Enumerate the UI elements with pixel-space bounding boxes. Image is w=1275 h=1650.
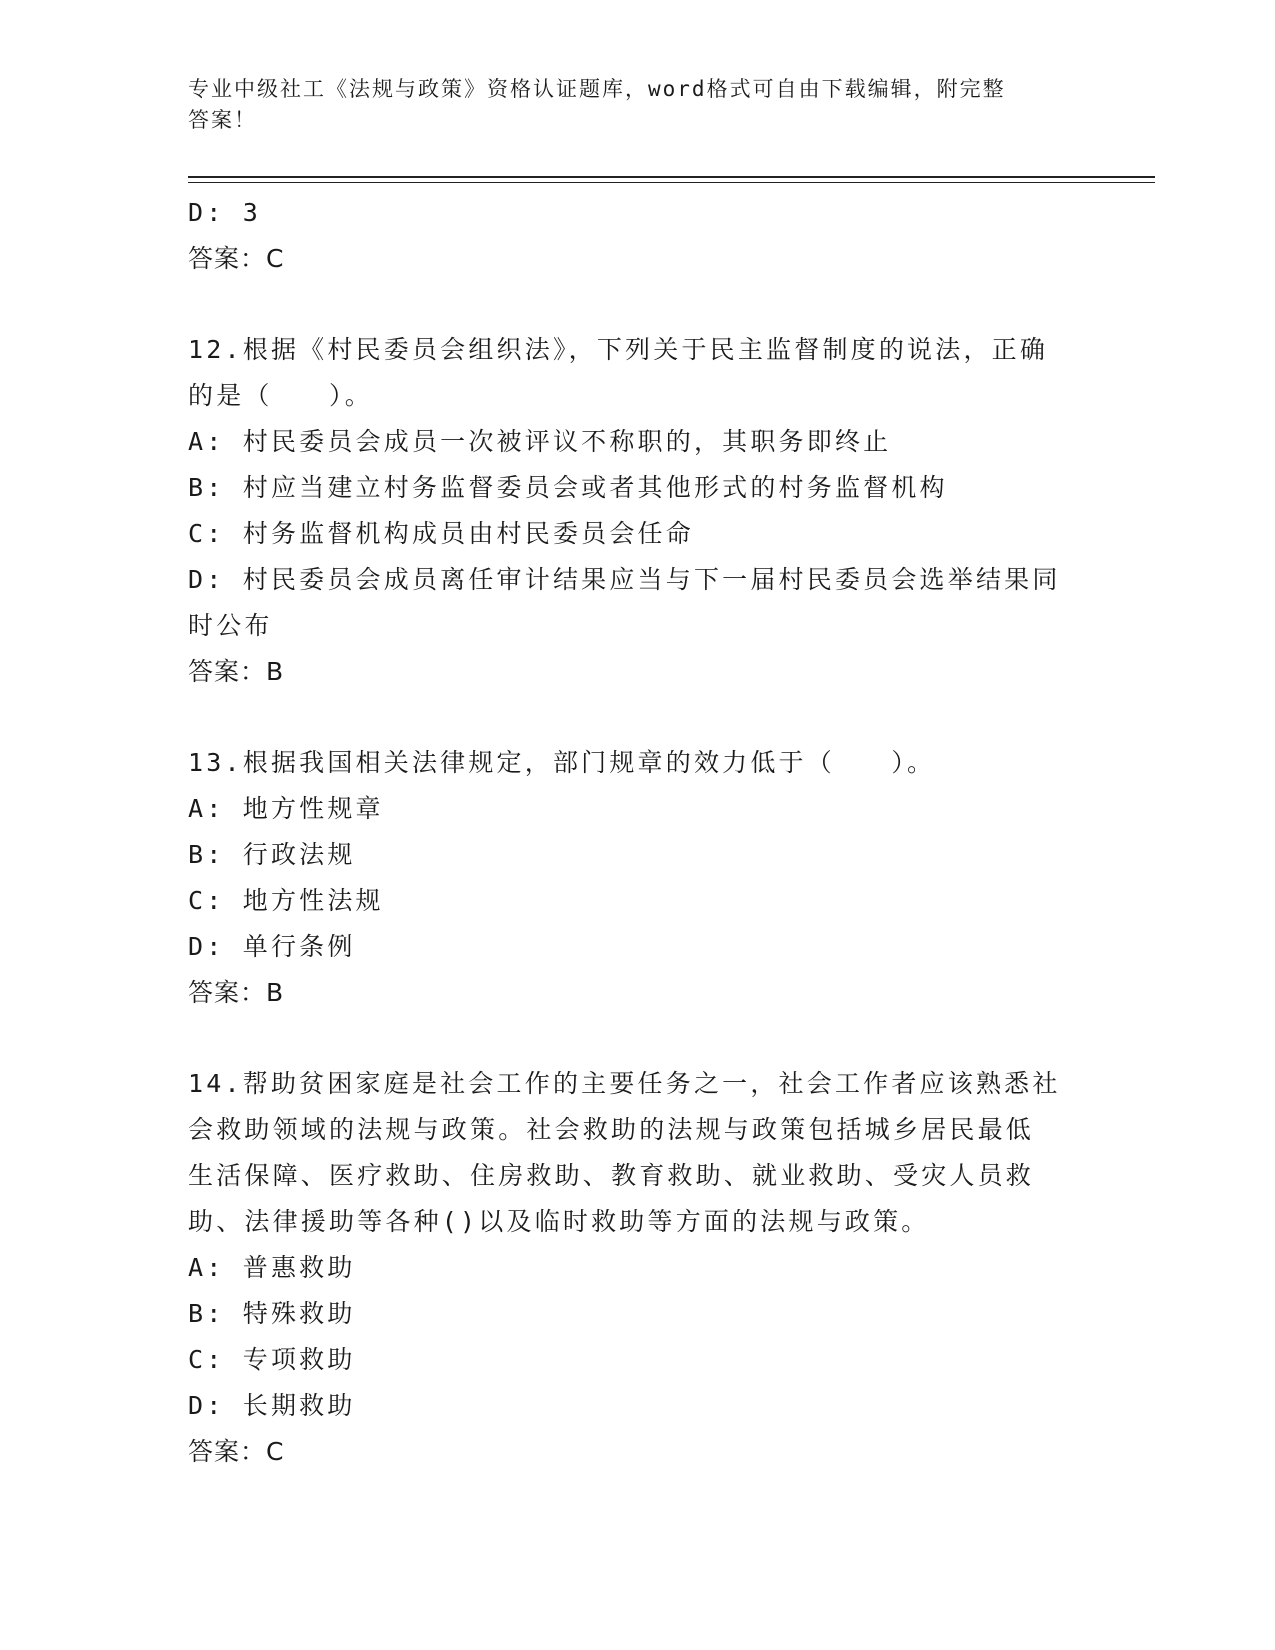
option-b: B: 特殊救助 <box>188 1299 356 1328</box>
option-c: C: 村务监督机构成员由村民委员会任命 <box>188 519 694 548</box>
option-c: C: 地方性法规 <box>188 886 384 915</box>
answer: 答案：C <box>188 1437 285 1466</box>
question-stem: 生活保障、医疗救助、住房救助、教育救助、就业救助、受灾人员救 <box>188 1161 1035 1190</box>
answer: 答案：C <box>188 244 285 273</box>
spacer <box>188 282 1088 327</box>
header-rule-thin <box>188 182 1155 183</box>
option-a: A: 村民委员会成员一次被评议不称职的，其职务即终止 <box>188 427 892 456</box>
question-stem: 会救助领域的法规与政策。社会救助的法规与政策包括城乡居民最低 <box>188 1115 1035 1144</box>
answer: 答案：B <box>188 978 285 1007</box>
spacer <box>188 1016 1088 1061</box>
option-d-continued: 时公布 <box>188 611 273 640</box>
option-d: D: 3 <box>188 198 262 227</box>
question-13 <box>188 740 1088 1016</box>
option-b: B: 行政法规 <box>188 840 356 869</box>
question-stem: 12.根据《村民委员会组织法》，下列关于民主监督制度的说法，正确 <box>188 335 1049 364</box>
option-d: D: 长期救助 <box>188 1391 356 1420</box>
header-line-1: 专业中级社工《法规与政策》资格认证题库，word格式可自由下载编辑，附完整 <box>188 77 1006 101</box>
question-stem: 助、法律援助等各种()以及临时救助等方面的法规与政策。 <box>188 1207 930 1236</box>
previous-question-tail <box>188 190 1088 282</box>
page-header <box>188 74 1068 136</box>
question-stem: 14.帮助贫困家庭是社会工作的主要任务之一，社会工作者应该熟悉社 <box>188 1069 1061 1098</box>
document-body <box>188 190 1088 1475</box>
header-line-2: 答案！ <box>188 108 257 132</box>
option-d: D: 单行条例 <box>188 932 356 961</box>
header-rule-thick <box>188 176 1155 178</box>
option-a: A: 地方性规章 <box>188 794 384 823</box>
spacer <box>188 695 1088 740</box>
answer: 答案：B <box>188 657 285 686</box>
option-c: C: 专项救助 <box>188 1345 356 1374</box>
question-stem: 的是（ ）。 <box>188 381 373 410</box>
option-b: B: 村应当建立村务监督委员会或者其他形式的村务监督机构 <box>188 473 948 502</box>
question-12 <box>188 327 1088 695</box>
question-stem: 13.根据我国相关法律规定，部门规章的效力低于（ ）。 <box>188 748 936 777</box>
option-a: A: 普惠救助 <box>188 1253 356 1282</box>
question-14 <box>188 1061 1088 1475</box>
option-d: D: 村民委员会成员离任审计结果应当与下一届村民委员会选举结果同 <box>188 565 1061 594</box>
